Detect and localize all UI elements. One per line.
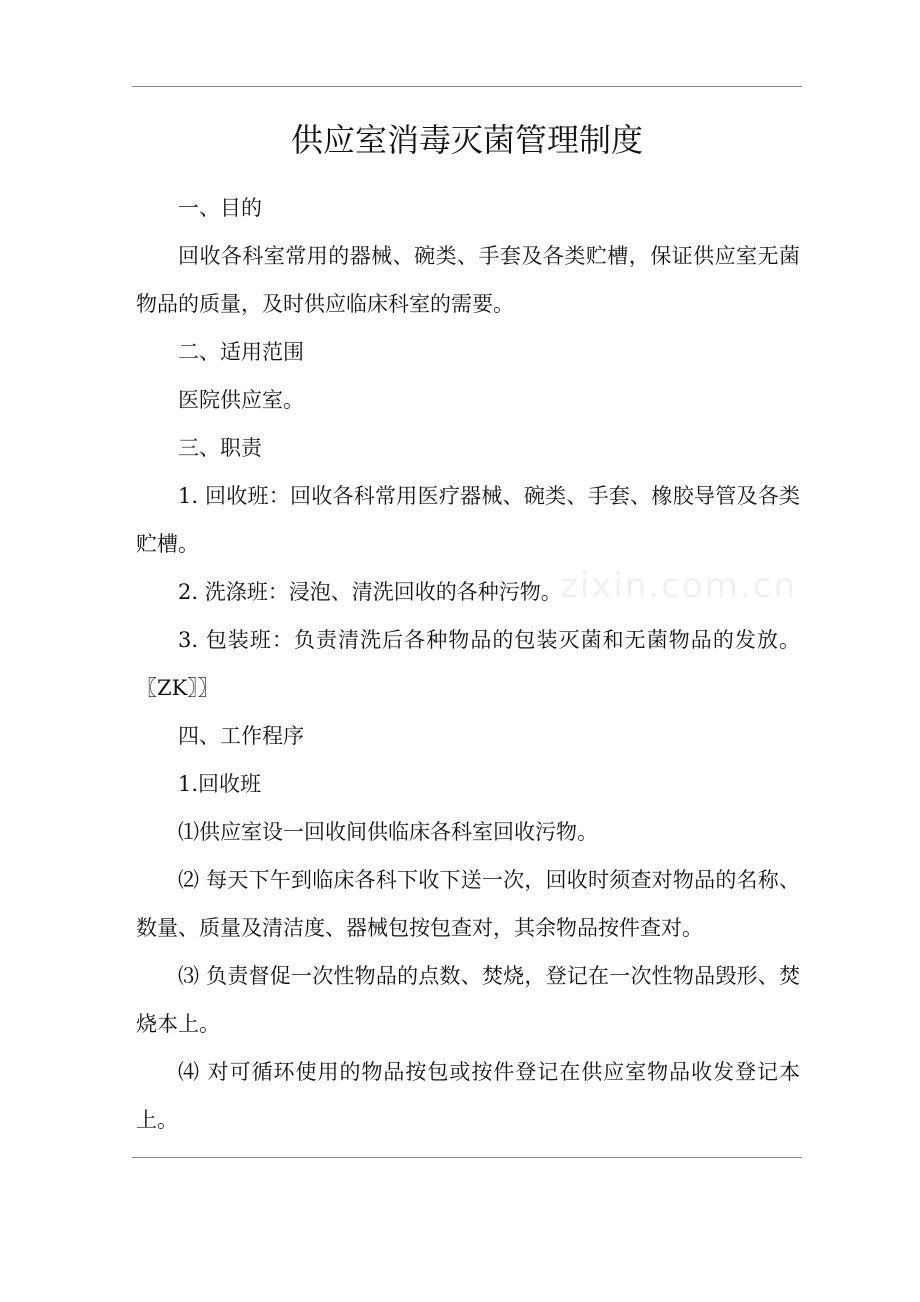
subheading-collection: 1.回收班: [178, 772, 262, 796]
paragraph-duty-2: 2. 洗涤班：浸泡、清洗回收的各种污物。: [178, 580, 562, 604]
paragraph-step-4: ⑷ 对可循环使用的物品按包或按件登记在供应室物品收发登记本上。: [136, 1060, 800, 1132]
document-body: [136, 184, 800, 1144]
section-heading-duties: 三、职责: [178, 436, 262, 460]
paragraph-duty-3: 3. 包装班：负责清洗后各种物品的包装灭菌和无菌物品的发放。〖ZK〗〗: [136, 628, 800, 700]
paragraph-step-3: ⑶ 负责督促一次性物品的点数、焚烧，登记在一次性物品毁形、焚烧本上。: [136, 964, 800, 1036]
paragraph-step-1: ⑴供应室设一回收间供临床各科室回收污物。: [178, 820, 598, 844]
watermark: zixin.com.cn: [560, 566, 797, 606]
paragraph-scope: 医院供应室。: [178, 388, 304, 412]
footer-rule: [132, 1157, 802, 1158]
section-heading-scope: 二、适用范围: [178, 340, 304, 364]
section-heading-procedure: 四、工作程序: [178, 724, 304, 748]
paragraph-duty-1: 1. 回收班：回收各科常用医疗器械、碗类、手套、橡胶导管及各类贮槽。: [136, 484, 800, 556]
header-rule: [132, 86, 802, 87]
document-title: 供应室消毒灭菌管理制度: [290, 121, 643, 159]
paragraph-step-2: ⑵ 每天下午到临床各科下收下送一次，回收时须查对物品的名称、数量、质量及清洁度、器械包按包查对，其余物品按件查对。: [136, 868, 800, 940]
section-heading-purpose: 一、目的: [178, 196, 262, 220]
paragraph-purpose: 回收各科室常用的器械、碗类、手套及各类贮槽，保证供应室无菌物品的质量，及时供应临床科室的需要。: [136, 244, 800, 316]
